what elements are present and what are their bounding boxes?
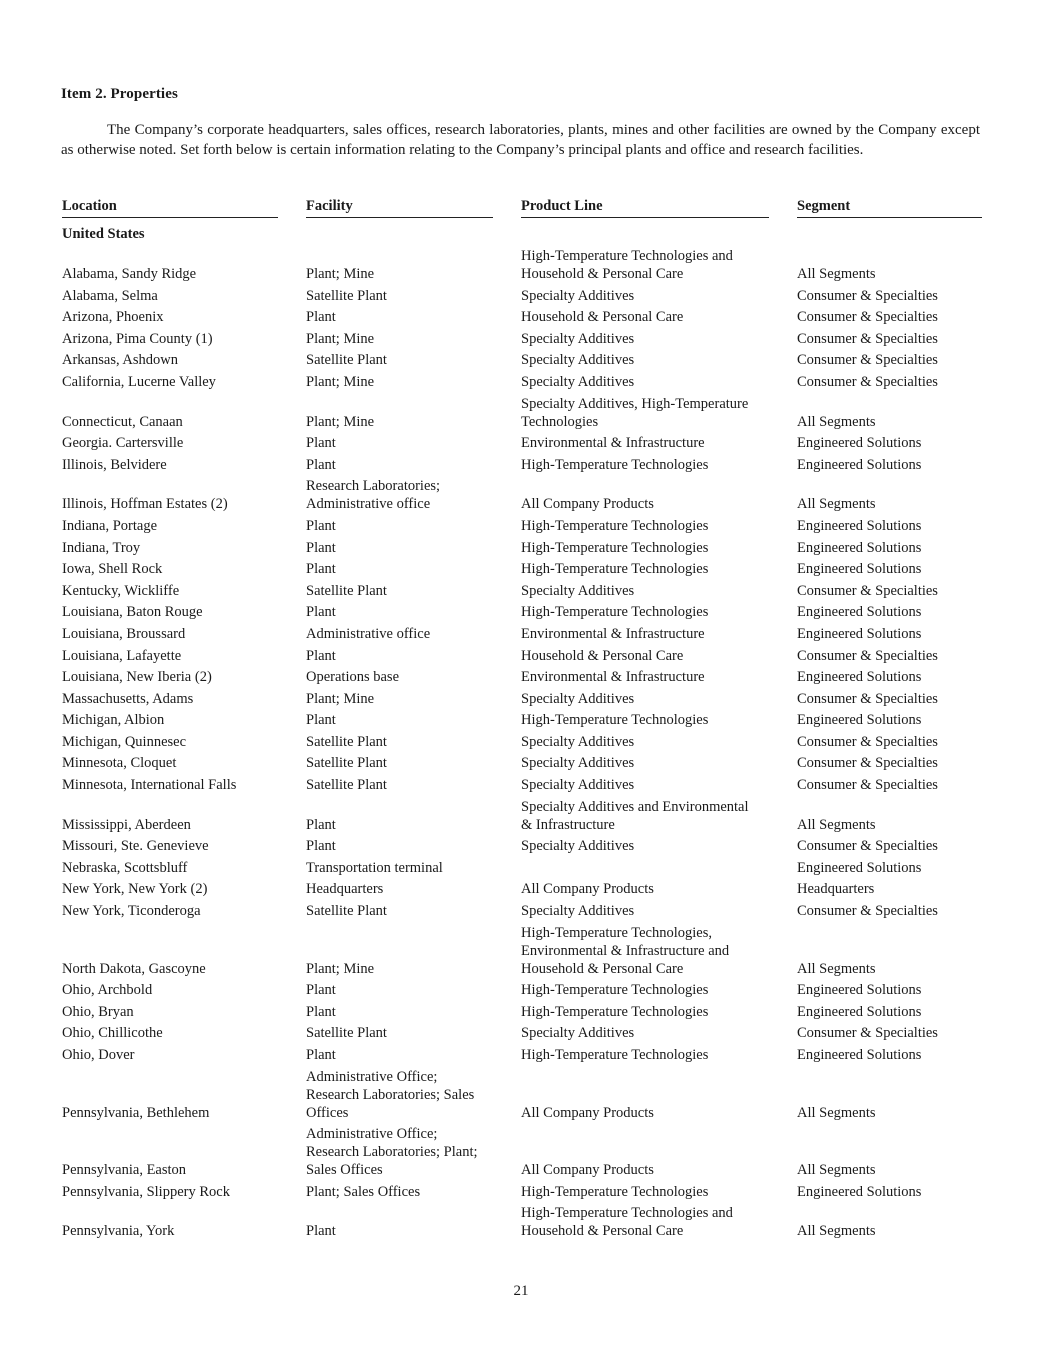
location-cell: Michigan, Albion xyxy=(62,712,165,729)
product-line-cell: Specialty Additives xyxy=(521,903,635,920)
facility-cell: Plant; Mine xyxy=(306,266,375,282)
location-cell: Pennsylvania, York xyxy=(62,1223,175,1240)
segment-cell: Consumer & Specialties xyxy=(797,287,938,304)
product-line-cell: High-Temperature Technologies, Environmental & Infrastructure and Household & Personal Care xyxy=(521,924,730,977)
segment-cell: Engineered Solutions xyxy=(797,517,922,534)
facility-cell: Satellite Plant xyxy=(306,352,387,369)
table-row xyxy=(61,1183,982,1205)
facility-cell: Plant xyxy=(306,647,336,664)
location-cell: Pennsylvania, Slippery Rock xyxy=(62,1183,230,1200)
product-line-cell: Specialty Additives xyxy=(521,690,635,707)
facility-cell: Plant xyxy=(306,561,336,578)
facility-cell: Plant xyxy=(306,604,336,621)
product-line-cell: Specialty Additives xyxy=(521,373,635,390)
product-line-cell: Specialty Additives and Environmental & Infrastructure xyxy=(521,798,749,833)
segment-cell: Engineered Solutions xyxy=(797,982,922,999)
product-line-cell: All Company Products xyxy=(521,881,654,898)
table-row xyxy=(61,837,982,859)
location-cell: Missouri, Ste. Genevieve xyxy=(62,838,209,855)
location-cell: Illinois, Belvidere xyxy=(62,456,167,473)
facility-cell: Satellite Plant xyxy=(306,582,387,599)
facility-cell: Satellite Plant xyxy=(306,777,387,794)
facility-cell: Plant; Mine xyxy=(306,960,375,977)
location-cell: Michigan, Quinnesec xyxy=(62,733,187,750)
facility-cell: Plant xyxy=(306,309,336,326)
location-cell: Connecticut, Canaan xyxy=(62,413,183,430)
segment-cell: Consumer & Specialties xyxy=(797,582,938,599)
location-cell: Ohio, Dover xyxy=(62,1047,135,1063)
segment-cell: Engineered Solutions xyxy=(797,625,922,642)
product-line-cell: Specialty Additives xyxy=(521,777,635,794)
facility-cell: Plant; Mine xyxy=(306,690,375,707)
product-line-cell: Environmental & Infrastructure xyxy=(521,625,705,642)
location-cell: Georgia. Cartersville xyxy=(62,435,184,452)
product-line-cell: High-Temperature Technologies xyxy=(521,712,709,729)
table-row xyxy=(61,560,982,582)
product-line-cell: Specialty Additives xyxy=(521,287,635,304)
facility-cell: Satellite Plant xyxy=(306,1025,387,1042)
product-line-cell: Specialty Additives xyxy=(521,1025,635,1042)
table-row xyxy=(61,1003,982,1025)
table-row xyxy=(61,859,982,881)
facility-cell: Satellite Plant xyxy=(306,755,387,772)
facility-cell: Administrative Office; Research Laboratories; Sales Offices xyxy=(306,1068,475,1121)
location-cell: Minnesota, Cloquet xyxy=(62,755,177,772)
location-cell: Indiana, Portage xyxy=(62,517,158,534)
table-row xyxy=(61,247,982,287)
segment-cell: Consumer & Specialties xyxy=(797,1025,938,1042)
product-line-cell: All Company Products xyxy=(521,1104,654,1121)
product-line-cell: Household & Personal Care xyxy=(521,647,684,664)
facility-cell: Plant xyxy=(306,712,336,729)
table-row xyxy=(61,477,982,517)
product-line-cell: Specialty Additives, High-Temperature Technologies xyxy=(521,395,749,430)
intro-paragraph: The Company’s corporate headquarters, sales offices, research laboratories, plants, mines and other facilities are owned by the Company except as otherwise noted. Set forth below is certain information relating to the Company’s principal plants and office and research facilities. xyxy=(61,122,980,158)
column-header-location: Location xyxy=(61,194,305,219)
location-cell: Louisiana, Broussard xyxy=(62,625,186,642)
table-row xyxy=(61,1204,982,1244)
location-cell: Louisiana, New Iberia (2) xyxy=(62,669,212,686)
table-row xyxy=(61,456,982,478)
location-cell: Arizona, Phoenix xyxy=(62,309,164,326)
properties-table xyxy=(61,194,982,1244)
segment-cell: Engineered Solutions xyxy=(797,712,922,729)
facility-cell: Plant xyxy=(306,435,336,452)
facility-cell: Plant xyxy=(306,1047,336,1063)
section-heading: Item 2. Properties xyxy=(61,86,178,102)
table-row xyxy=(61,287,982,309)
table-row xyxy=(61,981,982,1003)
table-row xyxy=(61,582,982,604)
location-cell: Indiana, Troy xyxy=(62,539,141,556)
product-line-cell: All Company Products xyxy=(521,1162,654,1179)
segment-cell: Consumer & Specialties xyxy=(797,903,938,920)
location-cell: California, Lucerne Valley xyxy=(62,373,216,390)
segment-cell: Engineered Solutions xyxy=(797,435,922,452)
product-line-cell: High-Temperature Technologies and Household & Personal Care xyxy=(521,1205,733,1240)
location-cell: Louisiana, Lafayette xyxy=(62,647,182,664)
product-line-cell xyxy=(520,859,796,881)
table-row xyxy=(61,1125,982,1183)
location-cell: Louisiana, Baton Rouge xyxy=(62,604,203,621)
segment-cell: Consumer & Specialties xyxy=(797,373,938,390)
column-header-facility: Facility xyxy=(305,194,520,219)
location-cell: Massachusetts, Adams xyxy=(62,690,194,707)
product-line-cell: Specialty Additives xyxy=(521,755,635,772)
table-row xyxy=(61,373,982,395)
location-cell: Minnesota, International Falls xyxy=(62,777,237,794)
table-row xyxy=(61,351,982,373)
segment-cell: All Segments xyxy=(797,816,876,833)
table-row xyxy=(61,733,982,755)
table-row xyxy=(61,647,982,669)
location-cell: Kentucky, Wickliffe xyxy=(62,582,180,599)
product-line-cell: Environmental & Infrastructure xyxy=(521,435,705,452)
location-cell: Illinois, Hoffman Estates (2) xyxy=(62,496,228,513)
table-row xyxy=(61,711,982,733)
product-line-cell: Environmental & Infrastructure xyxy=(521,669,705,686)
section-label: United States xyxy=(62,226,145,242)
facility-cell: Plant xyxy=(306,816,336,833)
facility-cell: Administrative office xyxy=(306,625,431,642)
segment-cell: Engineered Solutions xyxy=(797,1183,922,1200)
location-cell: North Dakota, Gascoyne xyxy=(62,960,206,977)
facility-cell: Plant xyxy=(306,456,336,473)
facility-cell: Satellite Plant xyxy=(306,733,387,750)
table-row xyxy=(61,625,982,647)
table-row xyxy=(61,330,982,352)
facility-cell: Plant; Mine xyxy=(306,413,375,430)
facility-cell: Plant xyxy=(306,982,336,999)
table-row xyxy=(61,1046,982,1068)
table-row xyxy=(61,517,982,539)
facility-cell: Satellite Plant xyxy=(306,903,387,920)
table-row xyxy=(61,776,982,798)
location-cell: Arizona, Pima County (1) xyxy=(62,330,213,347)
product-line-cell: High-Temperature Technologies xyxy=(521,1183,709,1200)
segment-cell: Consumer & Specialties xyxy=(797,352,938,369)
segment-cell: Engineered Solutions xyxy=(797,1047,922,1063)
product-line-cell: High-Temperature Technologies xyxy=(521,539,709,556)
table-row xyxy=(61,754,982,776)
table-header-row xyxy=(61,194,982,219)
location-cell: Alabama, Sandy Ridge xyxy=(62,266,197,282)
table-row xyxy=(61,539,982,561)
table-row xyxy=(61,668,982,690)
segment-cell: Consumer & Specialties xyxy=(797,838,938,855)
table-row xyxy=(61,798,982,838)
product-line-cell: All Company Products xyxy=(521,496,654,513)
product-line-cell: Specialty Additives xyxy=(521,352,635,369)
page-number: 21 xyxy=(513,1283,529,1299)
table-row xyxy=(61,1024,982,1046)
facility-cell: Administrative Office; Research Laboratories; Plant; Sales Offices xyxy=(306,1126,478,1179)
product-line-cell: High-Temperature Technologies xyxy=(521,1003,709,1020)
product-line-cell: High-Temperature Technologies xyxy=(521,517,709,534)
facility-cell: Plant; Mine xyxy=(306,373,375,390)
product-line-cell: High-Temperature Technologies and Household & Personal Care xyxy=(521,248,733,282)
location-cell: Nebraska, Scottsbluff xyxy=(62,859,188,876)
segment-cell: Consumer & Specialties xyxy=(797,755,938,772)
facility-cell: Plant xyxy=(306,517,336,534)
facility-cell: Plant xyxy=(306,539,336,556)
table-row xyxy=(61,880,982,902)
location-cell: Ohio, Archbold xyxy=(62,982,153,999)
facility-cell: Plant xyxy=(306,1223,336,1240)
segment-cell: Consumer & Specialties xyxy=(797,330,938,347)
segment-cell: All Segments xyxy=(797,496,876,513)
product-line-cell: Specialty Additives xyxy=(521,582,635,599)
product-line-cell: Specialty Additives xyxy=(521,330,635,347)
segment-cell: Engineered Solutions xyxy=(797,1003,922,1020)
section-row xyxy=(61,219,982,247)
table-row xyxy=(61,434,982,456)
product-line-cell: Specialty Additives xyxy=(521,838,635,855)
location-cell: New York, New York (2) xyxy=(62,881,208,898)
table-row xyxy=(61,308,982,330)
facility-cell: Plant; Mine xyxy=(306,330,375,347)
product-line-cell: High-Temperature Technologies xyxy=(521,604,709,621)
facility-cell: Research Laboratories; Administrative office xyxy=(306,478,441,513)
segment-cell: All Segments xyxy=(797,960,876,977)
table-row xyxy=(61,395,982,435)
product-line-cell: High-Temperature Technologies xyxy=(521,1047,709,1063)
segment-cell: Consumer & Specialties xyxy=(797,309,938,326)
segment-cell: All Segments xyxy=(797,1223,876,1240)
column-header-product-line: Product Line xyxy=(520,194,796,219)
segment-cell: Engineered Solutions xyxy=(797,456,922,473)
table-row xyxy=(61,924,982,982)
product-line-cell: High-Temperature Technologies xyxy=(521,561,709,578)
segment-cell: Engineered Solutions xyxy=(797,561,922,578)
table-row xyxy=(61,1068,982,1126)
table-row xyxy=(61,690,982,712)
segment-cell: Engineered Solutions xyxy=(797,539,922,556)
segment-cell: Engineered Solutions xyxy=(797,604,922,621)
product-line-cell: High-Temperature Technologies xyxy=(521,982,709,999)
location-cell: Mississippi, Aberdeen xyxy=(62,816,191,833)
segment-cell: Consumer & Specialties xyxy=(797,647,938,664)
location-cell: Iowa, Shell Rock xyxy=(62,561,163,578)
column-header-segment: Segment xyxy=(796,194,982,219)
location-cell: Ohio, Bryan xyxy=(62,1003,134,1020)
segment-cell: Consumer & Specialties xyxy=(797,690,938,707)
segment-cell: Headquarters xyxy=(797,881,875,898)
location-cell: Arkansas, Ashdown xyxy=(62,352,178,369)
location-cell: Pennsylvania, Bethlehem xyxy=(62,1104,210,1121)
facility-cell: Plant; Sales Offices xyxy=(306,1183,421,1200)
location-cell: Alabama, Selma xyxy=(62,287,158,304)
product-line-cell: High-Temperature Technologies xyxy=(521,456,709,473)
segment-cell: Consumer & Specialties xyxy=(797,733,938,750)
facility-cell: Transportation terminal xyxy=(306,859,443,876)
segment-cell: Engineered Solutions xyxy=(797,859,922,876)
segment-cell: Consumer & Specialties xyxy=(797,777,938,794)
product-line-cell: Specialty Additives xyxy=(521,733,635,750)
facility-cell: Operations base xyxy=(306,669,400,686)
facility-cell: Plant xyxy=(306,838,336,855)
table-row xyxy=(61,603,982,625)
table-row xyxy=(61,902,982,924)
location-cell: Ohio, Chillicothe xyxy=(62,1025,163,1042)
segment-cell: Engineered Solutions xyxy=(797,669,922,686)
facility-cell: Plant xyxy=(306,1003,336,1020)
product-line-cell: Household & Personal Care xyxy=(521,309,684,326)
segment-cell: All Segments xyxy=(797,413,876,430)
facility-cell: Headquarters xyxy=(306,881,384,898)
facility-cell: Satellite Plant xyxy=(306,287,387,304)
location-cell: New York, Ticonderoga xyxy=(62,903,201,920)
location-cell: Pennsylvania, Easton xyxy=(62,1162,187,1179)
segment-cell: All Segments xyxy=(797,1104,876,1121)
segment-cell: All Segments xyxy=(797,266,876,282)
segment-cell: All Segments xyxy=(797,1162,876,1179)
